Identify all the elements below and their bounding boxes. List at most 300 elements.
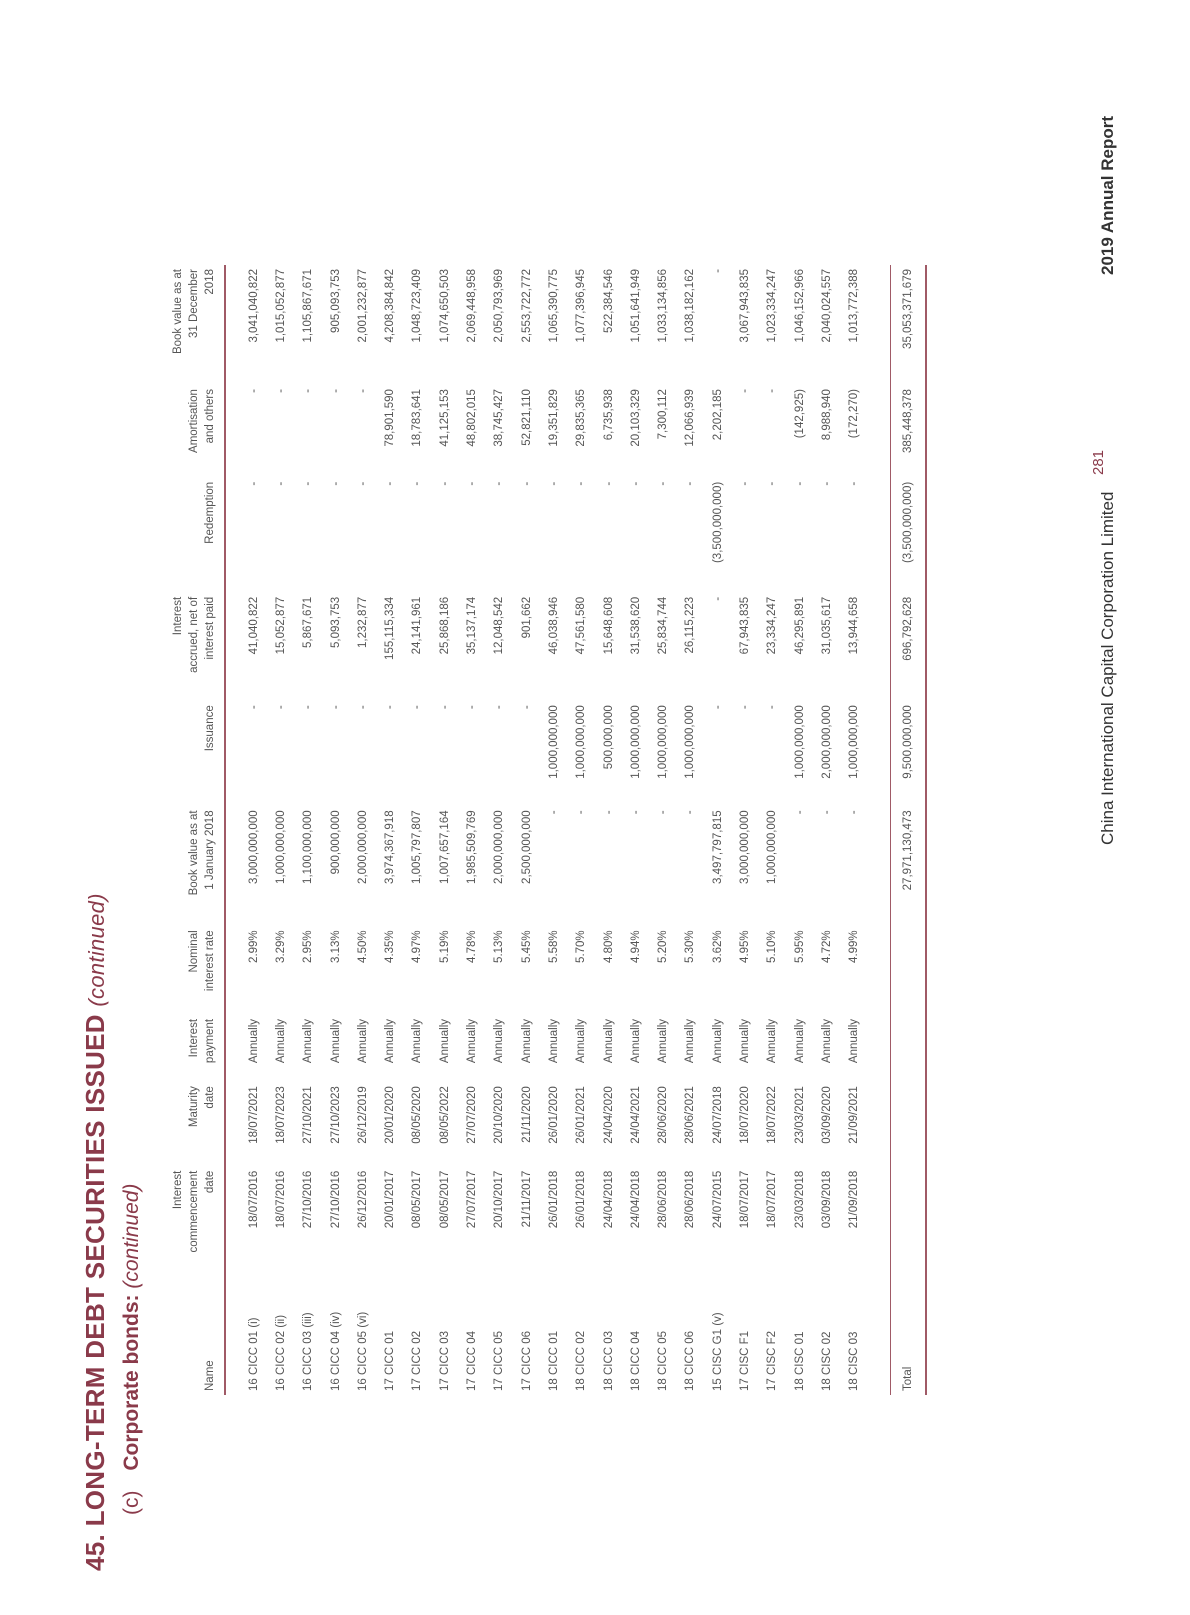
row-issuance: -	[738, 705, 751, 710]
row-name: 18 CICC 05	[657, 1330, 670, 1391]
row-interest-accrued: 46,295,891	[793, 596, 806, 655]
row-redemption: -	[575, 481, 588, 486]
total-row	[890, 265, 926, 1395]
row-name: 18 CICC 06	[684, 1330, 697, 1391]
row-commencement-date: 28/06/2018	[657, 1170, 670, 1229]
row-book-value-start: -	[684, 810, 697, 815]
total-label: Total	[890, 1283, 926, 1396]
row-name: 17 CICC 04	[466, 1330, 479, 1391]
row-book-value-end: 2,553,722,772	[520, 269, 533, 343]
row-book-value-end: 1,105,867,671	[302, 269, 315, 343]
row-interest-accrued: 12,048,542	[493, 596, 506, 655]
row-maturity-date: 18/07/2023	[274, 1086, 287, 1144]
row-book-value-end: 3,067,943,835	[738, 269, 751, 343]
page-number: 281	[1090, 449, 1107, 475]
table-row	[404, 265, 431, 1395]
row-commencement-date: 21/11/2017	[520, 1170, 533, 1228]
row-issuance: -	[711, 705, 724, 710]
row-interest-payment: Annually	[438, 1018, 451, 1064]
total-redemption: (3,500,000,000)	[890, 478, 926, 593]
row-commencement-date: 08/05/2017	[411, 1170, 424, 1229]
header-book-start: Book value as at 1 January 2018	[170, 806, 225, 926]
row-book-value-end: 1,065,390,775	[547, 269, 560, 343]
row-book-value-start: -	[547, 810, 560, 815]
row-commencement-date: 18/07/2017	[738, 1170, 751, 1229]
row-book-value-end: 2,040,024,557	[820, 269, 833, 343]
row-name: 18 CISC 02	[820, 1331, 833, 1391]
section-continued: (continued)	[84, 893, 109, 1007]
row-issuance: 2,000,000,000	[820, 705, 833, 779]
header-interest: Interest accrued, net of interest paid	[170, 593, 225, 701]
table-row	[677, 265, 704, 1395]
row-commencement-date: 18/07/2017	[766, 1170, 779, 1229]
total-book-start: 27,971,130,473	[890, 806, 926, 926]
row-name: 16 CICC 05 (vi)	[356, 1311, 369, 1391]
header-maturity: Maturity date	[170, 1082, 225, 1167]
table-row	[513, 265, 540, 1395]
row-interest-payment: Annually	[466, 1018, 479, 1064]
row-interest-payment: Annually	[575, 1018, 588, 1064]
row-amortisation: 29,835,365	[575, 389, 588, 447]
row-book-value-end: 3,041,040,822	[247, 269, 260, 343]
row-name: 18 CISC 01	[793, 1331, 806, 1391]
row-interest-accrued: 67,943,835	[738, 596, 751, 655]
row-book-value-end: 1,015,052,877	[274, 269, 287, 343]
row-amortisation: 18,783,641	[411, 389, 424, 447]
row-interest-rate: 4.35%	[384, 930, 397, 963]
row-amortisation: 2,202,185	[711, 389, 724, 441]
row-maturity-date: 27/10/2023	[329, 1086, 342, 1144]
row-amortisation: 48,802,015	[466, 389, 479, 447]
row-interest-rate: 2.95%	[302, 930, 315, 963]
row-maturity-date: 26/12/2019	[356, 1086, 369, 1144]
row-redemption: -	[466, 481, 479, 486]
row-interest-accrued: 25,834,744	[657, 596, 670, 655]
footer-report-title: 2019 Annual Report	[1098, 115, 1117, 275]
row-issuance: 1,000,000,000	[684, 705, 697, 779]
row-book-value-end: 522,384,546	[602, 269, 615, 333]
row-redemption: -	[356, 481, 369, 486]
row-interest-rate: 4.78%	[466, 930, 479, 963]
row-amortisation: 19,351,829	[547, 389, 560, 447]
row-interest-accrued: 13,944,658	[848, 596, 861, 655]
row-commencement-date: 03/09/2018	[820, 1170, 833, 1229]
table-row	[595, 265, 622, 1395]
row-book-value-start: 900,000,000	[329, 810, 342, 875]
row-book-value-start: 2,500,000,000	[520, 810, 533, 884]
header-amortisation: Amortisation and others	[170, 385, 225, 478]
table-header-row	[170, 265, 225, 1395]
row-interest-accrued: 46,038,946	[547, 596, 560, 655]
row-name: 16 CICC 01 (i)	[247, 1317, 260, 1391]
row-interest-rate: 5.95%	[793, 930, 806, 963]
row-book-value-start: 1,000,000,000	[766, 810, 779, 884]
row-interest-rate: 4.80%	[602, 930, 615, 963]
row-name: 17 CICC 05	[493, 1330, 506, 1391]
table-row	[540, 265, 567, 1395]
row-commencement-date: 24/04/2018	[602, 1170, 615, 1229]
row-issuance: -	[438, 705, 451, 710]
row-interest-rate: 5.19%	[438, 930, 451, 963]
row-name: 17 CISC F2	[766, 1330, 779, 1391]
row-book-value-end: 1,048,723,409	[411, 269, 424, 343]
row-maturity-date: 24/07/2018	[711, 1086, 724, 1144]
row-maturity-date: 23/03/2021	[793, 1086, 806, 1144]
row-issuance: -	[274, 705, 287, 710]
row-interest-payment: Annually	[520, 1018, 533, 1064]
header-book-end: Book value as at 31 December 2018	[170, 265, 225, 385]
row-book-value-start: 3,497,797,815	[711, 810, 724, 884]
row-interest-rate: 5.70%	[575, 930, 588, 963]
row-issuance: -	[302, 705, 315, 710]
row-redemption: -	[274, 481, 287, 486]
row-book-value-end: 2,050,793,969	[493, 269, 506, 343]
row-redemption: -	[657, 481, 670, 486]
subsection-heading	[120, 1184, 144, 1515]
row-interest-accrued: 155,115,334	[384, 596, 397, 660]
row-book-value-end: 2,001,232,877	[356, 269, 369, 343]
row-maturity-date: 24/04/2021	[629, 1086, 642, 1144]
row-interest-rate: 5.13%	[493, 930, 506, 963]
row-book-value-start: 1,100,000,000	[302, 810, 315, 884]
row-redemption: -	[738, 481, 751, 486]
row-interest-rate: 5.30%	[684, 930, 697, 963]
table-row	[349, 265, 376, 1395]
row-redemption: -	[493, 481, 506, 486]
row-amortisation: -	[356, 389, 369, 393]
row-amortisation: 7,300,112	[657, 389, 670, 440]
row-interest-accrued: 5,093,753	[329, 596, 342, 649]
row-commencement-date: 18/07/2016	[247, 1170, 260, 1229]
row-commencement-date: 23/03/2018	[793, 1170, 806, 1229]
row-maturity-date: 28/06/2020	[657, 1086, 670, 1144]
row-book-value-end: -	[711, 269, 724, 273]
row-amortisation: 6,735,938	[602, 389, 615, 441]
row-book-value-end: 1,046,152,966	[793, 269, 806, 343]
row-interest-payment: Annually	[274, 1018, 287, 1064]
row-interest-accrued: 15,648,608	[602, 596, 615, 655]
row-commencement-date: 20/01/2017	[384, 1170, 397, 1229]
row-book-value-start: 1,985,509,769	[466, 810, 479, 884]
row-name: 18 CISC 03	[848, 1331, 861, 1391]
row-interest-payment: Annually	[684, 1018, 697, 1064]
table-row	[376, 265, 403, 1395]
row-interest-rate: 3.13%	[329, 930, 342, 963]
row-issuance: 1,000,000,000	[657, 705, 670, 779]
row-issuance: 1,000,000,000	[547, 705, 560, 779]
row-issuance: -	[466, 705, 479, 710]
row-issuance: 500,000,000	[602, 705, 615, 770]
row-book-value-start: -	[820, 810, 833, 815]
total-interest: 696,792,628	[890, 593, 926, 701]
table-row	[322, 265, 349, 1395]
corporate-bonds-table	[170, 265, 927, 1395]
row-redemption: -	[438, 481, 451, 486]
row-amortisation: -	[247, 389, 260, 393]
row-maturity-date: 20/01/2020	[384, 1086, 397, 1144]
table-row	[431, 265, 458, 1395]
row-commencement-date: 26/12/2016	[356, 1170, 369, 1229]
table-row	[622, 265, 649, 1395]
row-commencement-date: 26/01/2018	[575, 1170, 588, 1229]
row-commencement-date: 28/06/2018	[684, 1170, 697, 1229]
row-amortisation: -	[329, 389, 342, 393]
row-commencement-date: 27/07/2017	[466, 1170, 479, 1229]
header-payment: Interest payment	[170, 1015, 225, 1082]
row-book-value-end: 1,013,772,388	[848, 269, 861, 343]
row-maturity-date: 27/07/2020	[466, 1086, 479, 1144]
row-amortisation: 78,901,590	[384, 389, 397, 447]
table-row	[786, 265, 813, 1395]
row-issuance: -	[520, 705, 533, 710]
row-amortisation: -	[302, 389, 315, 393]
row-interest-accrued: 25,868,186	[438, 596, 451, 655]
row-amortisation: 20,103,329	[629, 389, 642, 447]
row-book-value-start: -	[575, 810, 588, 815]
row-commencement-date: 24/07/2015	[711, 1170, 724, 1229]
row-commencement-date: 18/07/2016	[274, 1170, 287, 1229]
row-book-value-start: 1,005,797,807	[411, 810, 424, 884]
row-name: 15 CISC G1 (v)	[711, 1312, 724, 1391]
row-commencement-date: 27/10/2016	[302, 1170, 315, 1229]
row-interest-rate: 4.95%	[738, 930, 751, 963]
row-interest-accrued: 23,334,247	[766, 596, 779, 655]
row-interest-rate: 4.99%	[848, 930, 861, 963]
row-issuance: 1,000,000,000	[575, 705, 588, 779]
row-interest-rate: 4.50%	[356, 930, 369, 963]
row-redemption: -	[384, 481, 397, 486]
row-redemption: -	[684, 481, 697, 486]
row-book-value-start: 1,000,000,000	[274, 810, 287, 884]
row-interest-rate: 5.10%	[766, 930, 779, 963]
row-interest-payment: Annually	[302, 1018, 315, 1064]
row-interest-payment: Annually	[411, 1018, 424, 1064]
row-interest-payment: Annually	[493, 1018, 506, 1064]
row-book-value-end: 1,074,650,503	[438, 269, 451, 343]
row-amortisation: 52,821,110	[520, 389, 533, 446]
total-book-end: 35,053,371,679	[890, 265, 926, 385]
row-amortisation: -	[274, 389, 287, 393]
row-book-value-end: 1,023,334,247	[766, 269, 779, 343]
row-redemption: -	[629, 481, 642, 486]
row-interest-accrued: 5,867,671	[302, 596, 315, 649]
row-redemption: -	[329, 481, 342, 486]
table-row	[649, 265, 676, 1395]
table-row	[813, 265, 840, 1395]
spacer-row	[868, 265, 891, 1395]
row-redemption: -	[766, 481, 779, 486]
row-book-value-end: 2,069,448,958	[466, 269, 479, 343]
table-row	[295, 265, 322, 1395]
row-maturity-date: 20/10/2020	[493, 1086, 506, 1144]
row-issuance: 1,000,000,000	[848, 705, 861, 779]
table-row	[225, 265, 267, 1395]
row-name: 18 CICC 02	[575, 1330, 588, 1391]
row-maturity-date: 21/11/2020	[520, 1086, 533, 1143]
table-row	[568, 265, 595, 1395]
row-redemption: -	[247, 481, 260, 486]
row-redemption: -	[793, 481, 806, 486]
row-redemption: -	[820, 481, 833, 486]
row-name: 17 CICC 06	[520, 1330, 533, 1391]
row-commencement-date: 27/10/2016	[329, 1170, 342, 1229]
table-row	[759, 265, 786, 1395]
row-interest-payment: Annually	[766, 1018, 779, 1064]
row-issuance: 1,000,000,000	[629, 705, 642, 779]
row-issuance: -	[384, 705, 397, 710]
row-book-value-end: 1,051,641,949	[629, 269, 642, 343]
row-name: 17 CICC 01	[384, 1330, 397, 1391]
row-interest-rate: 2.99%	[247, 930, 260, 963]
row-interest-payment: Annually	[247, 1018, 260, 1064]
row-interest-payment: Annually	[738, 1018, 751, 1064]
row-interest-payment: Annually	[820, 1018, 833, 1064]
row-commencement-date: 24/04/2018	[629, 1170, 642, 1229]
row-interest-rate: 3.29%	[274, 930, 287, 963]
header-redemption: Redemption	[170, 478, 225, 593]
header-issuance: Issuance	[170, 701, 225, 806]
row-redemption: -	[411, 481, 424, 486]
row-interest-payment: Annually	[629, 1018, 642, 1064]
row-book-value-start: -	[848, 810, 861, 815]
row-book-value-start: 2,000,000,000	[356, 810, 369, 884]
row-interest-payment: Annually	[384, 1018, 397, 1064]
row-interest-payment: Annually	[793, 1018, 806, 1064]
row-amortisation: 41,125,153	[438, 389, 451, 447]
row-maturity-date: 28/06/2021	[684, 1086, 697, 1144]
row-maturity-date: 03/09/2020	[820, 1086, 833, 1144]
table-row	[458, 265, 485, 1395]
row-amortisation: -	[738, 389, 751, 393]
total-issuance: 9,500,000,000	[890, 701, 926, 806]
section-heading	[80, 893, 111, 1571]
row-book-value-start: 1,007,657,164	[438, 810, 451, 884]
row-interest-payment: Annually	[657, 1018, 670, 1064]
table-row	[731, 265, 758, 1395]
row-issuance: -	[247, 705, 260, 710]
row-name: 17 CICC 03	[438, 1330, 451, 1391]
row-interest-payment: Annually	[711, 1018, 724, 1064]
row-name: 18 CICC 01	[547, 1330, 560, 1391]
row-name: 17 CISC F1	[738, 1330, 751, 1391]
row-interest-payment: Annually	[329, 1018, 342, 1064]
row-book-value-start: 2,000,000,000	[493, 810, 506, 884]
row-redemption: -	[547, 481, 560, 486]
row-amortisation: -	[766, 389, 779, 393]
row-commencement-date: 08/05/2017	[438, 1170, 451, 1229]
row-interest-accrued: 31,538,620	[629, 596, 642, 655]
row-book-value-start: -	[602, 810, 615, 815]
row-book-value-start: -	[629, 810, 642, 815]
row-amortisation: (142,925)	[793, 389, 806, 439]
header-name: Name	[170, 1283, 225, 1396]
row-book-value-start: -	[793, 810, 806, 815]
subsection-title: Corporate bonds:	[120, 1294, 143, 1471]
subsection-continued: (continued)	[120, 1183, 143, 1289]
table-row	[267, 265, 294, 1395]
row-interest-payment: Annually	[602, 1018, 615, 1064]
table-body	[225, 265, 868, 1395]
row-commencement-date: 26/01/2018	[547, 1170, 560, 1229]
row-redemption: -	[302, 481, 315, 486]
row-amortisation: 38,745,427	[493, 389, 506, 447]
row-interest-accrued: -	[711, 596, 724, 601]
subsection-letter: (c)	[120, 1490, 143, 1515]
row-interest-rate: 4.97%	[411, 930, 424, 963]
row-issuance: -	[329, 705, 342, 710]
row-interest-accrued: 901,662	[520, 596, 533, 639]
table-row	[486, 265, 513, 1395]
row-redemption: -	[602, 481, 615, 486]
row-interest-accrued: 26,115,223	[684, 596, 697, 654]
row-interest-payment: Annually	[848, 1018, 861, 1064]
row-maturity-date: 08/05/2020	[411, 1086, 424, 1144]
row-maturity-date: 08/05/2022	[438, 1086, 451, 1144]
row-redemption: -	[848, 481, 861, 486]
row-book-value-end: 4,208,384,842	[384, 269, 397, 343]
row-interest-payment: Annually	[547, 1018, 560, 1064]
row-book-value-end: 905,093,753	[329, 269, 342, 333]
row-interest-rate: 5.45%	[520, 930, 533, 963]
total-amortisation: 385,448,378	[890, 385, 926, 478]
row-interest-rate: 4.94%	[629, 930, 642, 963]
row-maturity-date: 18/07/2020	[738, 1086, 751, 1144]
row-amortisation: 12,066,939	[684, 389, 697, 447]
table-row	[841, 265, 868, 1395]
row-maturity-date: 18/07/2022	[766, 1086, 779, 1144]
row-interest-accrued: 24,141,961	[411, 596, 424, 655]
row-book-value-start: 3,974,367,918	[384, 810, 397, 884]
row-interest-rate: 5.58%	[547, 930, 560, 963]
table-row	[704, 265, 731, 1395]
row-maturity-date: 24/04/2020	[602, 1086, 615, 1144]
row-book-value-end: 1,077,396,945	[575, 269, 588, 343]
row-commencement-date: 21/09/2018	[848, 1170, 861, 1229]
row-interest-rate: 5.20%	[657, 930, 670, 963]
row-name: 16 CICC 02 (ii)	[274, 1314, 287, 1391]
section-title: LONG-TERM DEBT SECURITIES ISSUED	[80, 1014, 110, 1527]
row-name: 16 CICC 04 (iv)	[329, 1311, 342, 1391]
row-redemption: -	[520, 481, 533, 486]
row-interest-rate: 3.62%	[711, 930, 724, 963]
row-book-value-end: 1,033,134,856	[657, 269, 670, 343]
row-issuance: 1,000,000,000	[793, 705, 806, 779]
row-name: 16 CICC 03 (iii)	[302, 1312, 315, 1391]
row-maturity-date: 26/01/2020	[547, 1086, 560, 1144]
row-book-value-start: 3,000,000,000	[247, 810, 260, 884]
row-interest-rate: 4.72%	[820, 930, 833, 963]
row-interest-payment: Annually	[356, 1018, 369, 1064]
row-maturity-date: 21/09/2021	[848, 1086, 861, 1144]
row-issuance: -	[356, 705, 369, 710]
row-maturity-date: 27/10/2021	[302, 1086, 315, 1144]
row-commencement-date: 20/10/2017	[493, 1170, 506, 1229]
row-book-value-start: -	[657, 810, 670, 815]
row-interest-accrued: 41,040,822	[247, 596, 260, 655]
row-interest-accrued: 1,232,877	[356, 596, 369, 649]
header-rate: Nominal interest rate	[170, 926, 225, 1015]
row-amortisation: 8,988,940	[820, 389, 833, 441]
header-commencement: Interest commencement date	[170, 1167, 225, 1283]
row-amortisation: (172,270)	[848, 389, 861, 439]
row-issuance: -	[493, 705, 506, 710]
footer-company-name: China International Capital Corporation Limited	[1098, 491, 1117, 845]
row-maturity-date: 26/01/2021	[575, 1086, 588, 1144]
row-issuance: -	[411, 705, 424, 710]
row-issuance: -	[766, 705, 779, 710]
row-name: 18 CICC 04	[629, 1330, 642, 1391]
row-book-value-end: 1,038,182,162	[684, 269, 697, 343]
